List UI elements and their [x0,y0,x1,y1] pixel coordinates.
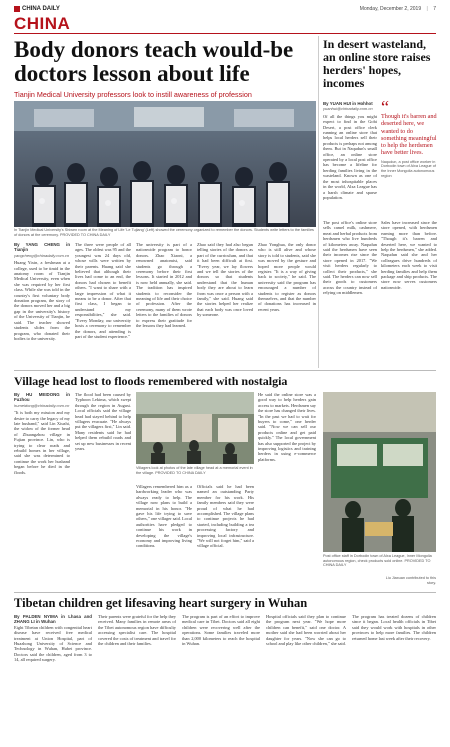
story2-byline: By YUAN HUI in Hohhot [323,101,373,106]
column-divider [318,36,319,368]
story2-headline: In desert wasteland, an online store raises herders' hopes, incomes [323,37,431,90]
page-number: 7 [433,6,436,12]
section-title: CHINA [14,14,71,33]
story1-photo-caption: In Tianjin Medical University's Shiwen room at the Meaning of Life 'Le Tujiang' (Left) showed the ceremony organized to remember the donors. Students write letters to the families of donors at the ceremony. PROVIDED TO CHINA DAILY [14,228,314,237]
story1-column-1: By YANG CHENG in Tianjin yangcheng@chinadaily.com.cn Huang Yixin, a freshman at a college, used to be timid in the anatomy room of Tianjin Medical University, even when she was required by her first class. While she was told in the country's first voluntary body donation program, the story of the donors moved her and a big gap in the university's history of the University of Tianjin, he said. The teacher showed students slides from the program, who donated their bodies to the university. [14,242,70,341]
story3-headline: Village head lost to floods remembered with nostalgia [14,374,288,388]
story1-byline: By YANG CHENG in Tianjin [14,242,70,253]
story1-column-3: The university is part of a nationwide program to honor donors. Zhao Xiaoni, a renowned anatomist, said students go through a ceremony before their first lessons. It started in 2012 and is now held annually, she said. The tradition has inspired students to reconsider the meaning of life and their choice of profession. After the ceremony, many of them wrote letters to the families of donors to express their gratitude for the lessons they had learned. [136,242,192,329]
story3-column-1: By HU MEIDONG in Fuzhou humeidong@chinadaily.com.cn "It is both my mission and my desire to carry the legacy of my late husband," said Lin Xiuzhi, the widow of the former head of Zhuangzhou village in Fujian province. Lin, who is trying to clear roads and rebuild homes in her village, said she was determined to continue the work her husband began before he died in the floods. [14,392,70,475]
story3-column-4: Officials said he had been named an outstanding Party member for his work. His family members said they were proud of what he had accomplished. The village plans to continue projects he had started, including building a tea processing factory and improving local infrastructure. "We will not forget him," said a village official. [197,484,254,549]
pull-quote [381,97,437,178]
story3-column-2: The flood had been caused by Typhoon Lekima, which swept through the region in August. Local officials said the village head had stayed behind to help villagers evacuate. "He always put the villagers first," Lin said. Many residents said he had helped them rebuild roads and set up new businesses in recent years. [75,392,131,452]
story4-headline: Tibetan children get lifesaving heart surgery in Wuhan [14,596,308,610]
story4-byline: By PALDEN NYIMA in Lhasa and ZHANG LI in Wuhan [14,614,92,625]
story4-column-4: Hospital officials said they plan to continue the program next year. "We hope more children can benefit," said one doctor. A mother said she had been worried about her daughter for years. "Now she can go to school and play like other children," she said. [266,614,346,647]
logo-mark-icon [14,6,20,12]
village-photo-illustration [136,392,254,464]
pull-quote-text: Though it's barren and deserted here, we wanted to do something meaningful to help the herdsmen have better lives. [381,113,437,157]
story2-photo-caption: Post office staff in Dorbodin town of Alxa League, Inner Mongolia autonomous region, check products sold online. PROVIDED TO CHINA DAILY [323,554,432,568]
pull-quote-attribution: Naqudun, a post office worker in Dorbodin town of Alxa League of the Inner Mongolia autonomous region [381,159,436,178]
story2-photo [323,392,436,552]
story2-column-1: By YUAN HUI in Hohhot yuanhui@chinadaily.com.cn Of all the things you might expect to find in the Gobi Desert, a post office clerk running an online store that helps local herders sell their products is perhaps not among them. But in Naqudun's small office, an online store operated by a local post office has become a lifeline for herding families living in the wasteland. Known as one of the most inhospitable places in the world, Alxa League has a harsh climate and sparse population. [323,101,377,200]
quote-mark-icon: “ [381,97,389,117]
story4-column-3: The program is part of an effort to improve medical care in Tibet. Doctors said all eight children were recovering well after the operations. Some families traveled more than 2,000 kilometers to reach the hospital in Wuhan. [182,614,260,647]
story3-column-3: Villagers remembered him as a hardworking leader who was always ready to help. The village now plans to build a memorial in his honor. "He gave his life trying to save others," one villager said. Local authorities have pledged to continue his work in developing the village's economy and improving living conditions. [136,484,192,549]
story1-email: yangcheng@chinadaily.com.cn [14,252,70,258]
paper-name: CHINA DAILY [22,6,60,12]
section-separator-2 [14,592,436,593]
story1-headline: Body donors teach would-be doctors lesson about life [14,37,294,86]
story2-column-3: Sales have increased since the store opened, with herdsmen earning more than before. "Though it's barren and deserted here, we wanted to help the herdsmen," she added. Naqudun said she and her colleagues drive hundreds of kilometers each week to visit herding families and help them package and ship products. The store now serves customers nationwide. [381,220,437,290]
masthead-date: Monday, December 2, 2019 | 7 [359,6,436,12]
story2-email: yuanhui@chinadaily.com.cn [323,106,373,112]
story1-column-2: The three were people of all ages. The oldest was 95 and the youngest was 24 days old, whose wills were written by their parents. Huang said she believed that although their lives had come to an end, the donors had chosen to benefit others. "I want to share with a large impression of what it means to be a donor. After that first class, I began to understand my responsibilities," she said. "Every Monday, our university hosts a ceremony to remember the donors, and attending is part of the student experience." [75,242,131,339]
section-separator-1 [14,370,436,371]
section-rule [14,33,436,34]
story2-column-2: The post office's online store sells camel milk, cashmere, meat and herbal products from herdsmen who live hundreds of kilometers away. Naqudun said the herdsmen have seen their incomes rise since the store opened in 2017. "We visit herders regularly to collect their products," she said. The herders can now sell their goods to customers across the country instead of relying on middlemen. [323,220,377,296]
story4-column-1: By PALDEN NYIMA in Lhasa and ZHANG LI in Wuhan Eight Tibetan children with congenital heart disease have received free medical treatment at Union Hospital, part of Huazhong University of Science and Technology in Wuhan, Hubei province. Doctors said the children, aged from 3 to 14, all required surgery. [14,614,92,663]
story3-photo-caption: Villagers look at photos of the late village head at a memorial event in the village. PROVIDED TO CHINA DAILY [136,466,253,475]
story1-column-4: Zhao said they had also begun telling stories of the donors as part of the curriculum, and that it had been difficult at first. "Every year, we lay flowers and we tell the stories of the donors so that students understand that the human body they are about to learn from was once a person with a family," she said. Huang said the stories helped her realize that each body was once loved by someone. [197,242,253,318]
story3-byline: By HU MEIDONG in Fuzhou [14,392,70,403]
story2-column-4: He said the online store was a good way to help herders gain access to markets. Herdsmen say the store has changed their lives. "In the past we had to wait for buyers to come," one herder said. "Now we can sell our products online and get paid quickly." The local government has also supported the project by improving logistics and training herders in using e-commerce platforms. [258,392,316,462]
story1-column-5: Zhao Yonghua, the only donor who is still alive and whose story is told to students, said she was moved by the gesture and hoped more people would register. "It is a way of giving back to society," he said. The university said the program has encouraged a number of students to register as donors themselves, and that the number of donations has increased in recent years. [258,242,316,312]
ceremony-photo-illustration [14,101,316,227]
masthead [14,3,436,15]
story4-contributor-note: Liu Jiaxuan contributed to this story. [385,576,436,585]
story1-photo [14,101,316,227]
newspaper-logo [14,6,60,12]
story3-email: humeidong@chinadaily.com.cn [14,402,70,408]
post-office-photo-illustration [323,392,436,552]
story4-column-5: The program has treated dozens of children since it began. Local health officials in Tibet said they would work with hospitals in other provinces to help more families. The children returned home last week after their recovery. [352,614,436,641]
story1-subhead: Tianjin Medical University professors look to instill awareness of profession [14,90,252,99]
story3-photo [136,392,254,464]
story4-column-2: Their parents were grateful for the help they received. Many families in remote areas of the Tibet autonomous region have difficulty accessing specialist care. The hospital covered the costs of treatment and travel for the children and their families. [98,614,176,647]
